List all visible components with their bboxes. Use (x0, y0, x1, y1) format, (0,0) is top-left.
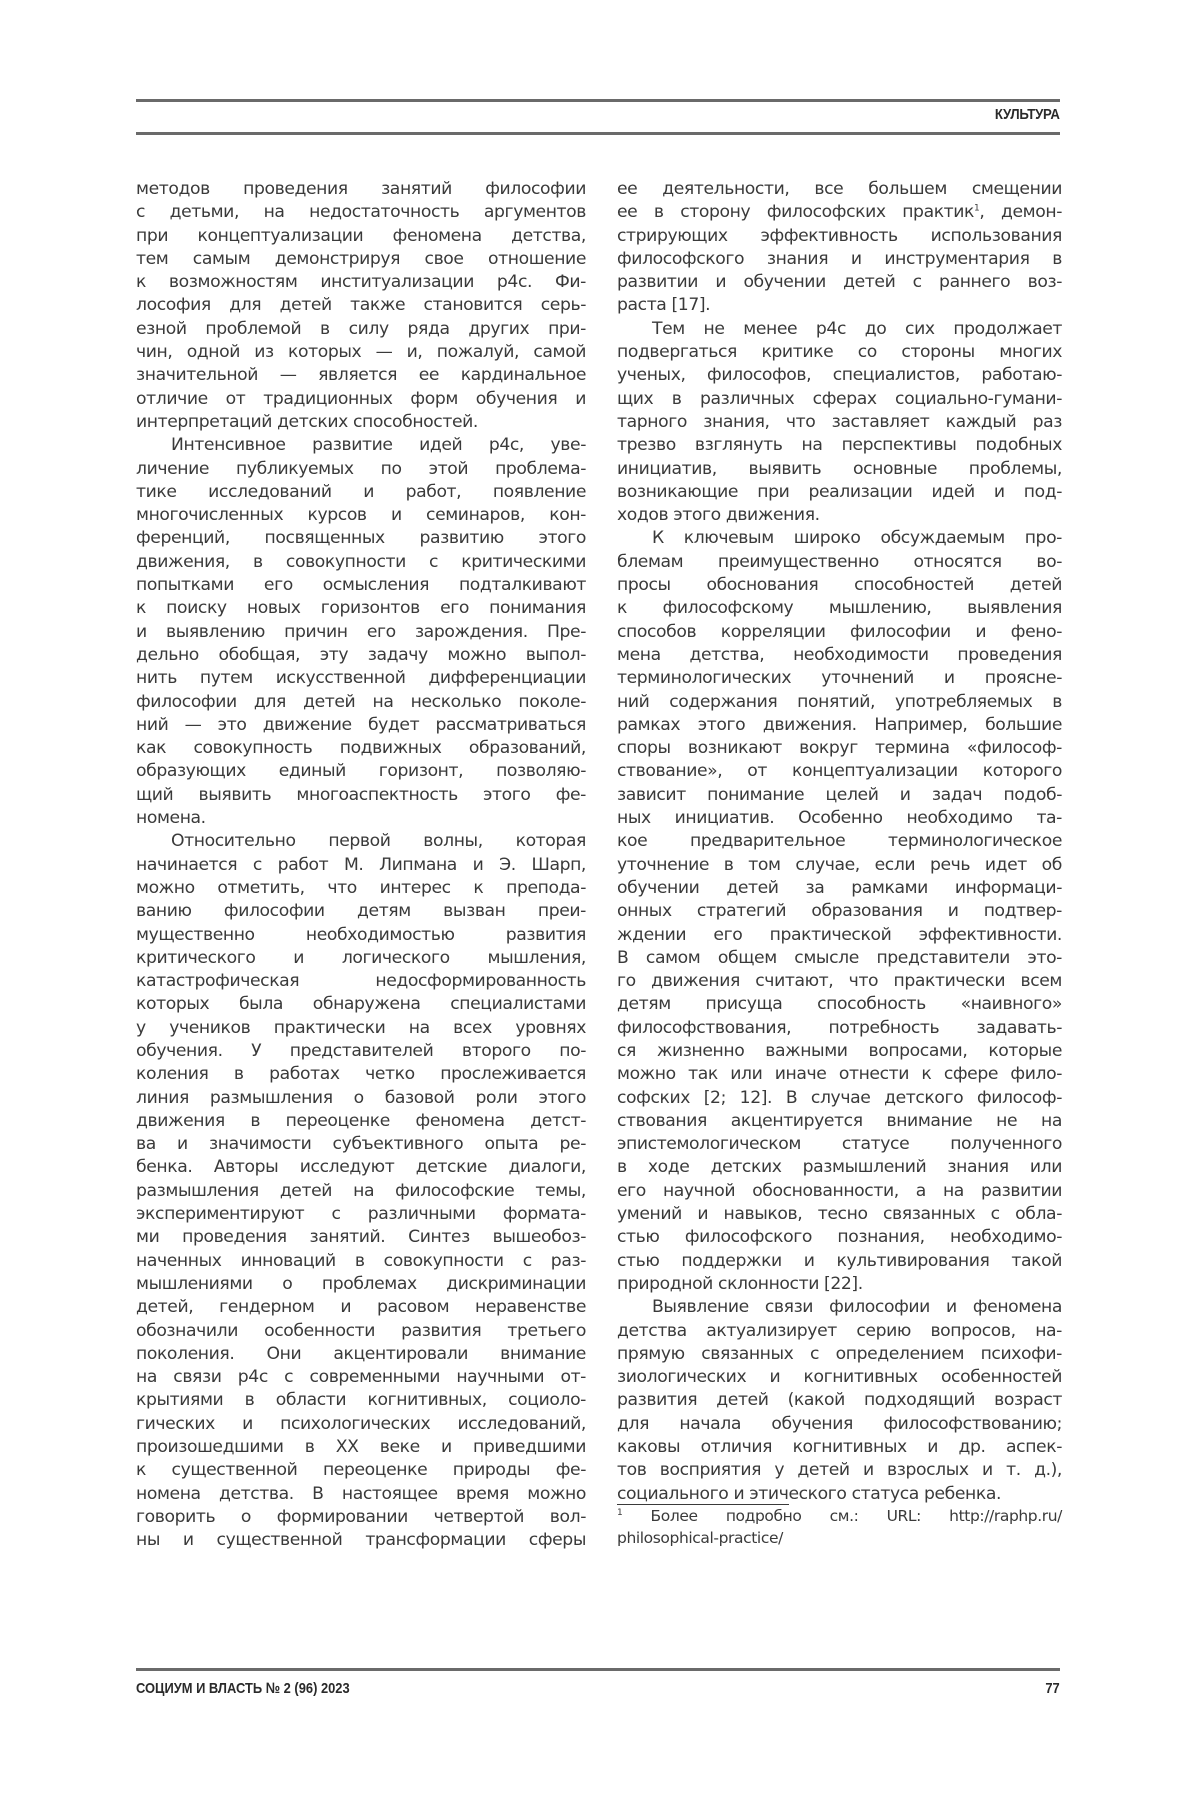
text-line: Тем не менее p4c до сих продолжает (652, 318, 1062, 339)
text-line: возникающие при реализации идей и под- (617, 481, 1062, 502)
text-line: многочисленных курсов и семинаров, кон- (136, 505, 586, 526)
left-column (136, 178, 586, 1553)
text-line: движения в переоценке феномена детст- (136, 1110, 586, 1131)
footnote-marker: 1 (617, 1508, 623, 1519)
text-line: стрирующих эффективность использования (617, 225, 1062, 246)
text-line: мена детства, необходимости проведения (617, 644, 1062, 665)
text-line: обозначили особенности развития третьего (136, 1320, 586, 1341)
text-line: с детьми, на недостаточность аргументов (136, 202, 586, 223)
text-line: катастрофическая недосформированность (136, 971, 586, 992)
text-line: природной склонности [22]. (617, 1273, 863, 1294)
text-line: начинается с работ М. Липмана и Э. Шарп, (136, 854, 586, 875)
text-line: зависит понимание целей и задач подоб- (617, 784, 1062, 805)
text-line: способов корреляции философии и фено- (617, 621, 1062, 642)
text-line: в ходе детских размышлений знания или (617, 1157, 1062, 1178)
text-line: трезво взглянуть на перспективы подобных (617, 435, 1062, 456)
footnote-reference[interactable]: 1 (974, 203, 980, 214)
text-fragment: ее в сторону философских практик (617, 202, 975, 223)
text-line: К ключевым широко обсуждаемым про- (652, 528, 1062, 549)
text-line: крытиями в области когнитивных, социоло- (136, 1390, 586, 1411)
text-line: критического и логического мышления, (136, 947, 586, 968)
text-line: щих в различных сферах социально-гумани- (617, 388, 1062, 409)
text-line: ее деятельности, все большем смещении (617, 179, 1062, 199)
footnote-text: Более подробно см.: URL: http://raphp.ru/ (622, 1507, 1062, 1526)
text-line: ждении его практической эффективности. (617, 924, 1062, 945)
text-line: отличие от традиционных форм обучения и (136, 388, 586, 409)
text-line: движения, в совокупности с критическими (136, 551, 586, 572)
text-line: наченных инноваций в совокупности с раз- (136, 1250, 586, 1271)
text-line: мышлениями о проблемах дискриминации (136, 1273, 586, 1294)
text-line: Выявление связи философии и феномена (652, 1297, 1062, 1318)
text-line: при концептуализации феномена детства, (136, 225, 586, 246)
text-line: к существенной переоценке природы фе- (136, 1460, 586, 1481)
text-line: дельно обобщая, эту задачу можно выпол- (136, 644, 586, 665)
footnote (617, 1505, 1062, 1549)
text-line: к философскому мышлению, выявления (617, 598, 1062, 619)
footnote-line (617, 1505, 1062, 1527)
text-line: ми проведения занятий. Синтез вышеобоз- (136, 1227, 586, 1248)
text-line: терминологических уточнений и проясне- (617, 668, 1062, 689)
text-line: детства актуализирует серию вопросов, на- (617, 1320, 1062, 1341)
text-line: ванию философии детям вызван преи- (136, 901, 586, 922)
text-line: развитии и обучении детей с раннего воз- (617, 272, 1062, 293)
text-line: стью поддержки и культивирования такой (617, 1250, 1062, 1271)
text-line: подвергаться критике со стороны многих (617, 342, 1062, 363)
text-line: умений и навыков, тесно связанных с обла- (617, 1204, 1062, 1225)
text-line: го движения считают, что практически всем (617, 971, 1062, 992)
text-line: можно так или иначе отнести к сфере фило- (617, 1064, 1062, 1085)
text-line: интерпретаций детских способностей. (136, 411, 478, 432)
text-line: тике исследований и работ, появление (136, 481, 586, 502)
right-column (617, 178, 1062, 1549)
text-line: ствования акцентируется внимание не на (617, 1110, 1062, 1131)
footnote-url-continuation[interactable]: philosophical-practice/ (617, 1529, 783, 1548)
page-number: 77 (1045, 1680, 1060, 1697)
text-line: чин, одной из которых — и, пожалуй, самой (136, 342, 586, 363)
text-line: ний содержания понятий, употребляемых в (617, 691, 1062, 712)
text-line: тов восприятия у детей и взрослых и т. д.), (617, 1460, 1062, 1481)
text-line: споры возникают вокруг термина «философ- (617, 738, 1062, 759)
text-line: нить путем искусственной дифференциации (136, 668, 586, 689)
text-line: которых была обнаружена специалистами (136, 994, 586, 1015)
text-line: инициатив, выявить основные проблемы, (617, 458, 1062, 479)
text-line: Интенсивное развитие идей p4c, уве- (171, 435, 586, 456)
text-line: линия размышления о базовой роли этого (136, 1087, 586, 1108)
text-line: развития детей (какой подходящий возраст (617, 1390, 1062, 1411)
text-line: детям присуща способность «наивного» (617, 994, 1062, 1015)
text-line: образующих единый горизонт, позволяю- (136, 761, 586, 782)
text-line: значительной — является ее кардинальное (136, 365, 586, 386)
text-line: уточнение в том случае, если речь идет об (617, 854, 1062, 875)
text-line: зиологических и когнитивных особенностей (617, 1367, 1062, 1388)
text-line: эпистемологическом статусе полученного (617, 1134, 1062, 1155)
text-line: коления в работах четко прослеживается (136, 1064, 586, 1085)
text-line: обучения. У представителей второго по- (136, 1040, 586, 1061)
text-line: социального и этического статуса ребенка. (617, 1483, 1002, 1504)
text-line: к возможностям институализации p4c. Фи- (136, 272, 586, 293)
text-line: каковы отличия когнитивных и др. аспек- (617, 1437, 1062, 1458)
journal-title: СОЦИУМ И ВЛАСТЬ № 2 (96) 2023 (136, 1680, 350, 1697)
text-line: экспериментируют с различными формата- (136, 1204, 586, 1225)
text-line: кое предварительное терминологическое (617, 831, 1062, 852)
text-line: детей, гендерном и расовом неравенстве (136, 1297, 586, 1318)
text-line: рамках этого движения. Например, большие (617, 714, 1062, 735)
text-line: тем самым демонстрируя свое отношение (136, 248, 586, 269)
text-line: личение публикуемых по этой проблема- (136, 458, 586, 479)
text-line: Относительно первой волны, которая (171, 831, 586, 852)
section-running-head: КУЛЬТУРА (995, 106, 1060, 123)
text-line: на связи p4c с современными научными от- (136, 1367, 586, 1388)
text-line: его научной обоснованности, а на развитии (617, 1180, 1062, 1201)
text-line: философского знания и инструментария в (617, 248, 1062, 269)
text-line-with-footnote-ref (617, 201, 1062, 224)
text-line: ных инициатив. Особенно необходимо та- (617, 808, 1062, 829)
text-line: размышления детей на философские темы, (136, 1180, 586, 1201)
text-line: В самом общем смысле представители это- (617, 947, 1062, 968)
text-fragment: , демон- (979, 202, 1062, 223)
text-line: как совокупность подвижных образований, (136, 738, 586, 759)
text-line: блемам преимущественно относятся во- (617, 551, 1062, 572)
text-line: просы обоснования способностей детей (617, 575, 1062, 596)
footer-rule (136, 1668, 1060, 1671)
text-line: тарного знания, что заставляет каждый раз (617, 411, 1062, 432)
text-line: поколения. Они акцентировали внимание (136, 1343, 586, 1364)
text-line: обучении детей за рамками информаци- (617, 877, 1062, 898)
text-line: ствование», от концептуализации которого (617, 761, 1062, 782)
text-line: говорить о формировании четвертой вол- (136, 1506, 586, 1527)
text-line: мущественно необходимостью развития (136, 924, 586, 945)
text-line: щий выявить многоаспектность этого фе- (136, 784, 586, 805)
text-line: ходов этого движения. (617, 505, 820, 526)
text-line: у учеников практически на всех уровнях (136, 1017, 586, 1038)
text-line: можно отметить, что интерес к препода- (136, 877, 586, 898)
text-line: ва и значимости субъективного опыта ре- (136, 1134, 586, 1155)
text-line: методов проведения занятий философии (136, 179, 586, 199)
text-line: езной проблемой в силу ряда других при- (136, 318, 586, 339)
text-line: лософия для детей также становится серь- (136, 295, 586, 316)
text-line: гических и психологических исследований, (136, 1413, 586, 1434)
text-line: ференций, посвященных развитию этого (136, 528, 586, 549)
text-line: произошедшими в XX веке и приведшими (136, 1437, 586, 1458)
text-line: философствования, потребность задавать- (617, 1017, 1062, 1038)
text-line: для начала обучения философствованию; (617, 1413, 1062, 1434)
header-rule-bottom (136, 132, 1060, 135)
text-line: ний — это движение будет рассматриваться (136, 714, 586, 735)
text-line: ны и существенной трансформации сферы (136, 1530, 586, 1551)
text-line: ученых, философов, специалистов, работаю- (617, 365, 1062, 386)
text-line: номена. (136, 808, 206, 829)
text-line: бенка. Авторы исследуют детские диалоги, (136, 1157, 586, 1178)
text-line: попытками его осмысления подталкивают (136, 575, 586, 596)
text-line: прямую связанных с определением психофи- (617, 1343, 1062, 1364)
text-line: раста [17]. (617, 295, 711, 316)
right-column-body (617, 225, 1062, 1506)
text-line: стью философского познания, необходимо- (617, 1227, 1062, 1248)
text-line: философии для детей на несколько поколе- (136, 691, 586, 712)
text-line: онных стратегий образования и подтвер- (617, 901, 1062, 922)
text-line: номена детства. В настоящее время можно (136, 1483, 586, 1504)
text-line: ся жизненно важными вопросами, которые (617, 1040, 1062, 1061)
text-line: к поиску новых горизонтов его понимания (136, 598, 586, 619)
header-rule-top (136, 99, 1060, 102)
text-line: и выявлению причин его зарождения. Пре- (136, 621, 586, 642)
text-line: софских [2; 12]. В случае детского философ- (617, 1087, 1062, 1108)
